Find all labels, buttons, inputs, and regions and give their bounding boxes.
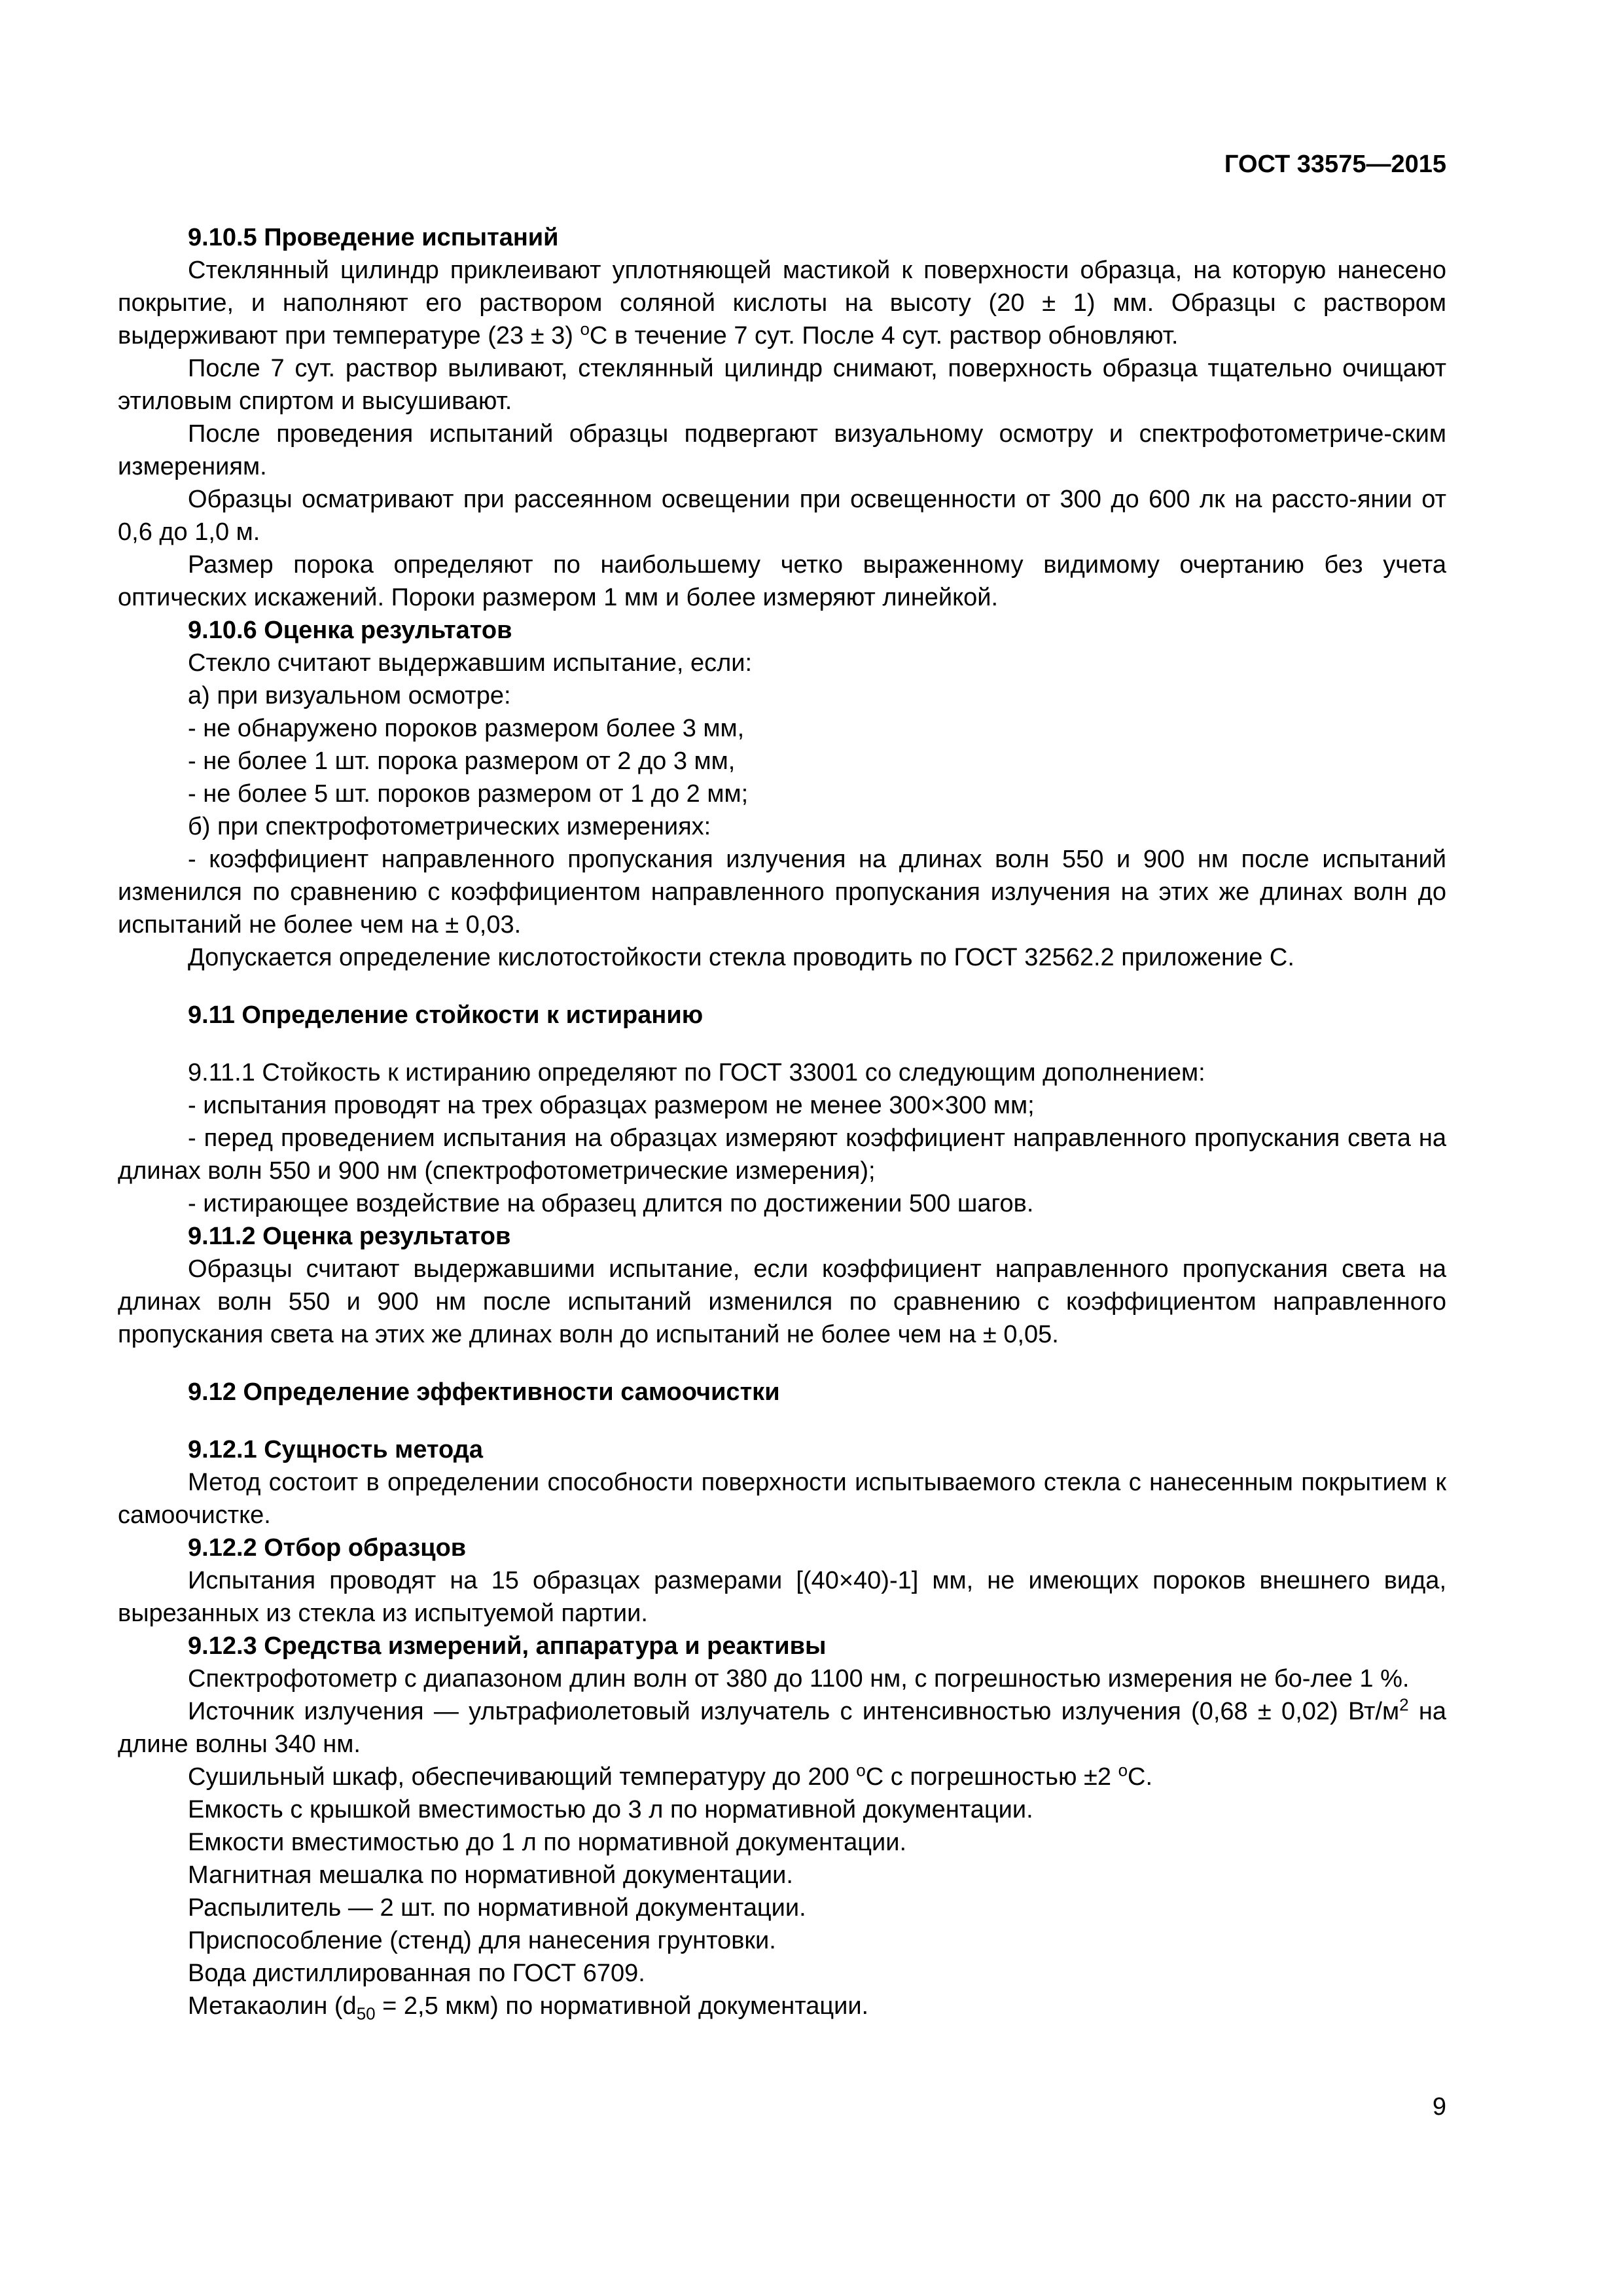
paragraph <box>118 1761 1446 1793</box>
text: С с погрешностью ±2 <box>865 1763 1118 1791</box>
paragraph <box>118 1695 1446 1761</box>
paragraph: Испытания проводят на 15 образцах размерами [(40×40)-1] мм, не имеющих пороков внешнего вида, вырезанных из стекла из испытуемой партии. <box>118 1567 1446 1627</box>
paragraph: Емкости вместимостью до 1 л по нормативной документации. <box>188 1829 907 1856</box>
degree-mark: о <box>580 319 590 339</box>
page-content <box>118 221 1446 2022</box>
section-9-11-2-heading: 9.11.2 Оценка результатов <box>188 1223 511 1250</box>
paragraph: Распылитель — 2 шт. по нормативной документации. <box>188 1894 806 1922</box>
list-item: - испытания проводят на трех образцах размером не менее 300×300 мм; <box>188 1092 1035 1119</box>
degree-mark: о <box>1118 1760 1128 1780</box>
list-item: - не более 5 шт. пороков размером от 1 до 2 мм; <box>188 780 749 808</box>
paragraph: Приспособление (стенд) для нанесения грунтовки. <box>188 1927 776 1954</box>
superscript: 2 <box>1399 1695 1409 1715</box>
list-item: - коэффициент направленного пропускания излучения на длинах волн 550 и 900 нм после испытаний изменился по сравнению с коэффициентом направленного пропускания излучения на этих же длинах волн до испытаний не более чем на ± 0,03. <box>118 846 1446 939</box>
list-item: а) при визуальном осмотре: <box>188 682 511 709</box>
paragraph: Размер порока определяют по наибольшему четко выраженному видимому очертанию без учета оптических искажений. Пороки размером 1 мм и более измеряют линейкой. <box>118 551 1446 611</box>
subscript: 50 <box>356 2003 376 2024</box>
text: С. <box>1128 1763 1153 1791</box>
paragraph: После проведения испытаний образцы подвергают визуальному осмотру и спектрофотометриче-ским измерениям. <box>118 420 1446 480</box>
list-item: - перед проведением испытания на образцах измеряют коэффициент направленного пропускания света на длинах волн 550 и 900 нм (спектрофотометрические измерения); <box>118 1124 1446 1185</box>
document-id-header: ГОСТ 33575—2015 <box>1224 151 1446 178</box>
degree-mark: о <box>856 1760 866 1780</box>
section-9-11-heading: 9.11 Определение стойкости к истиранию <box>188 1001 704 1029</box>
paragraph: После 7 сут. раствор выливают, стеклянный цилиндр снимают, поверхность образца тщательно очищают этиловым спиртом и высушивают. <box>118 355 1446 415</box>
text: Сушильный шкаф, обеспечивающий температуру до 200 <box>188 1763 857 1791</box>
section-9-10-6-heading: 9.10.6 Оценка результатов <box>188 617 512 644</box>
text: Стеклянный цилиндр приклеивают уплотняющей мастикой к поверхности образца, на которую нанесено покрытие, и наполняют его раствором соляной кислоты на высоту (20 ± 1) мм. Образцы с раствором выдерживают при температуре (23 ± 3) <box>118 257 1446 350</box>
paragraph: 9.11.1 Стойкость к истиранию определяют по ГОСТ 33001 со следующим дополнением: <box>188 1059 1205 1086</box>
page-number: 9 <box>1432 2093 1446 2121</box>
text: = 2,5 мкм) по нормативной документации. <box>375 1992 869 2020</box>
text: Источник излучения — ультрафиолетовый излучатель с интенсивностью излучения (0,68 ± 0,02) Вт/м <box>188 1698 1400 1725</box>
text: Метакаолин (d <box>188 1992 357 2020</box>
section-9-12-3-heading: 9.12.3 Средства измерений, аппаратура и реактивы <box>188 1632 827 1660</box>
list-item: - не обнаружено пороков размером более 3 мм, <box>188 715 745 742</box>
section-9-12-heading: 9.12 Определение эффективности самоочистки <box>188 1378 780 1406</box>
text: на длине волны 340 нм. <box>118 1698 1446 1758</box>
paragraph: Магнитная мешалка по нормативной документации. <box>188 1861 793 1889</box>
paragraph: Метод состоит в определении способности поверхности испытываемого стекла с нанесенным покрытием к самоочистке. <box>118 1469 1446 1529</box>
list-item: - не более 1 шт. порока размером от 2 до 3 мм, <box>188 747 736 775</box>
list-item: - истирающее воздействие на образец длится по достижении 500 шагов. <box>188 1190 1034 1217</box>
paragraph: Спектрофотометр с диапазоном длин волн от 380 до 1100 нм, с погрешностью измерения не бо-лее 1 %. <box>188 1665 1410 1693</box>
paragraph <box>118 254 1446 352</box>
paragraph: Допускается определение кислотостойкости стекла проводить по ГОСТ 32562.2 приложение С. <box>188 944 1294 971</box>
paragraph: Вода дистиллированная по ГОСТ 6709. <box>188 1960 645 1987</box>
paragraph: Емкость с крышкой вместимостью до 3 л по нормативной документации. <box>188 1796 1033 1823</box>
paragraph: Образцы осматривают при рассеянном освещении при освещенности от 300 до 600 лк на рассто-янии от 0,6 до 1,0 м. <box>118 486 1446 546</box>
paragraph: Стекло считают выдержавшим испытание, если: <box>188 649 753 677</box>
text: С в течение 7 сут. После 4 сут. раствор обновляют. <box>589 322 1179 350</box>
section-9-12-1-heading: 9.12.1 Сущность метода <box>188 1436 483 1463</box>
list-item: б) при спектрофотометрических измерениях: <box>188 813 711 840</box>
paragraph <box>118 1990 1446 2022</box>
section-9-10-5-heading: 9.10.5 Проведение испытаний <box>188 224 559 251</box>
section-9-12-2-heading: 9.12.2 Отбор образцов <box>188 1534 467 1562</box>
paragraph: Образцы считают выдержавшими испытание, если коэффициент направленного пропускания света на длинах волн 550 и 900 нм после испытаний изменился по сравнению с коэффициентом направленного пропускания света на этих же длинах волн до испытаний не более чем на ± 0,05. <box>118 1255 1446 1348</box>
